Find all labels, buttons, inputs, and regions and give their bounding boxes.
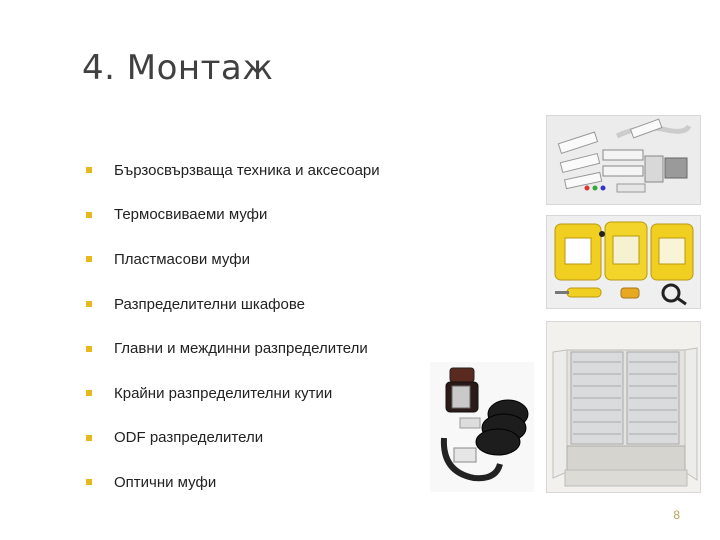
bullet-marker — [86, 479, 92, 485]
bullet-text: Термосвиваеми муфи — [114, 206, 268, 224]
optical-closure-photo — [430, 362, 534, 492]
bullet-text: Разпределителни шкафове — [114, 295, 305, 313]
bullet-marker — [86, 167, 92, 173]
bullet-text: Оптични муфи — [114, 473, 217, 491]
bullet-marker — [86, 390, 92, 396]
bullet-text: ODF разпределители — [114, 429, 264, 447]
bullet-item — [86, 237, 516, 282]
bullet-item — [86, 148, 516, 193]
page-number: 8 — [673, 508, 680, 522]
bullet-item — [86, 282, 516, 327]
cabinet-photo — [546, 321, 701, 493]
accessories-photo — [546, 115, 701, 205]
bullet-text: Главни и междинни разпределители — [114, 340, 368, 358]
slide-title: 4. Монтаж — [82, 48, 274, 88]
bullet-text: Крайни разпределителни кутии — [114, 384, 333, 402]
bullet-marker — [86, 301, 92, 307]
bullet-text: Пластмасови муфи — [114, 250, 250, 268]
plastic-closures-photo — [546, 215, 701, 309]
bullet-marker — [86, 435, 92, 441]
bullet-marker — [86, 256, 92, 262]
bullet-text: Бързосвързваща техника и аксесоари — [114, 161, 380, 179]
bullet-marker — [86, 212, 92, 218]
bullet-item — [86, 193, 516, 238]
bullet-marker — [86, 346, 92, 352]
